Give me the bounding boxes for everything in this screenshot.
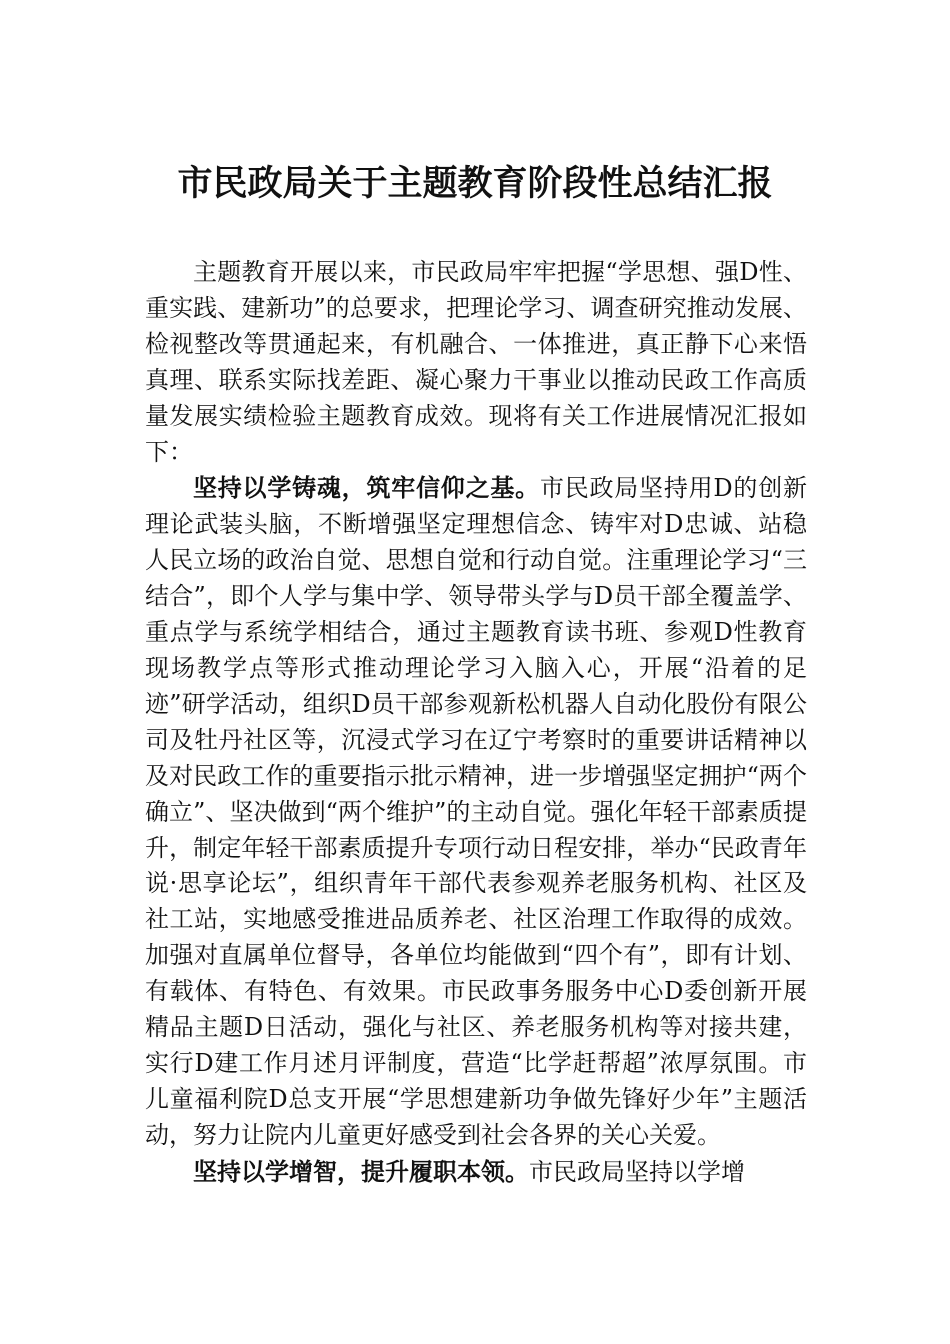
paragraph-intro — [145, 255, 807, 470]
document-body — [145, 255, 807, 1191]
paragraph-text: 市民政局坚持用D的创新理论武装头脑，不断增强坚定理想信念、铸牢对D忠诚、站稳人民立场的政治自觉、思想自觉和行动自觉。注重理论学习“三结合”，即个人学与集中学、领导带头学与D员干部全覆盖学、重点学与系统学相结合，通过主题教育读书班、参观D性教育现场教学点等形式推动理论学习入脑入心，开展“沿着的足迹”研学活动，组织D员干部参观新松机器人自动化股份有限公司及牡丹社区等，沉浸式学习在辽宁考察时的重要讲话精神以及对民政工作的重要指示批示精神，进一步增强坚定拥护“两个确立”、坚决做到“两个维护”的主动自觉。强化年轻干部素质提升，制定年轻干部素质提升专项行动日程安排，举办“民政青年说·思享论坛”，组织青年干部代表参观养老服务机构、社区及社工站，实地感受推进品质养老、社区治理工作取得的成效。加强对直属单位督导，各单位均能做到“四个有”，即有计划、有载体、有特色、有效果。市民政事务服务中心D委创新开展精品主题D日活动，强化与社区、养老服务机构等对接共建，实行D建工作月述月评制度，营造“比学赶帮超”浓厚氛围。市儿童福利院D总支开展“学思想建新功争做先锋好少年”主题活动，努力让院内儿童更好感受到社会各界的关心关爱。 — [145, 474, 807, 1149]
paragraph-section-1 — [145, 470, 807, 1153]
section-heading: 坚持以学增智，提升履职本领。 — [193, 1156, 529, 1186]
paragraph-section-2 — [145, 1154, 807, 1191]
page-title: 市民政局关于主题教育阶段性总结汇报 — [177, 163, 773, 204]
section-heading: 坚持以学铸魂，筑牢信仰之基。 — [193, 473, 540, 503]
paragraph-text: 主题教育开展以来，市民政局牢牢把握“学思想、强D性、重实践、建新功”的总要求，把理论学习、调查研究推动发展、检视整改等贯通起来，有机融合、一体推进，真正静下心来悟真理、联系实际找差距、凝心聚力干事业以推动民政工作高质量发展实绩检验主题教育成效。现将有关工作进展情况汇报如下： — [145, 258, 807, 466]
paragraph-text: 市民政局坚持以学增 — [529, 1157, 745, 1186]
